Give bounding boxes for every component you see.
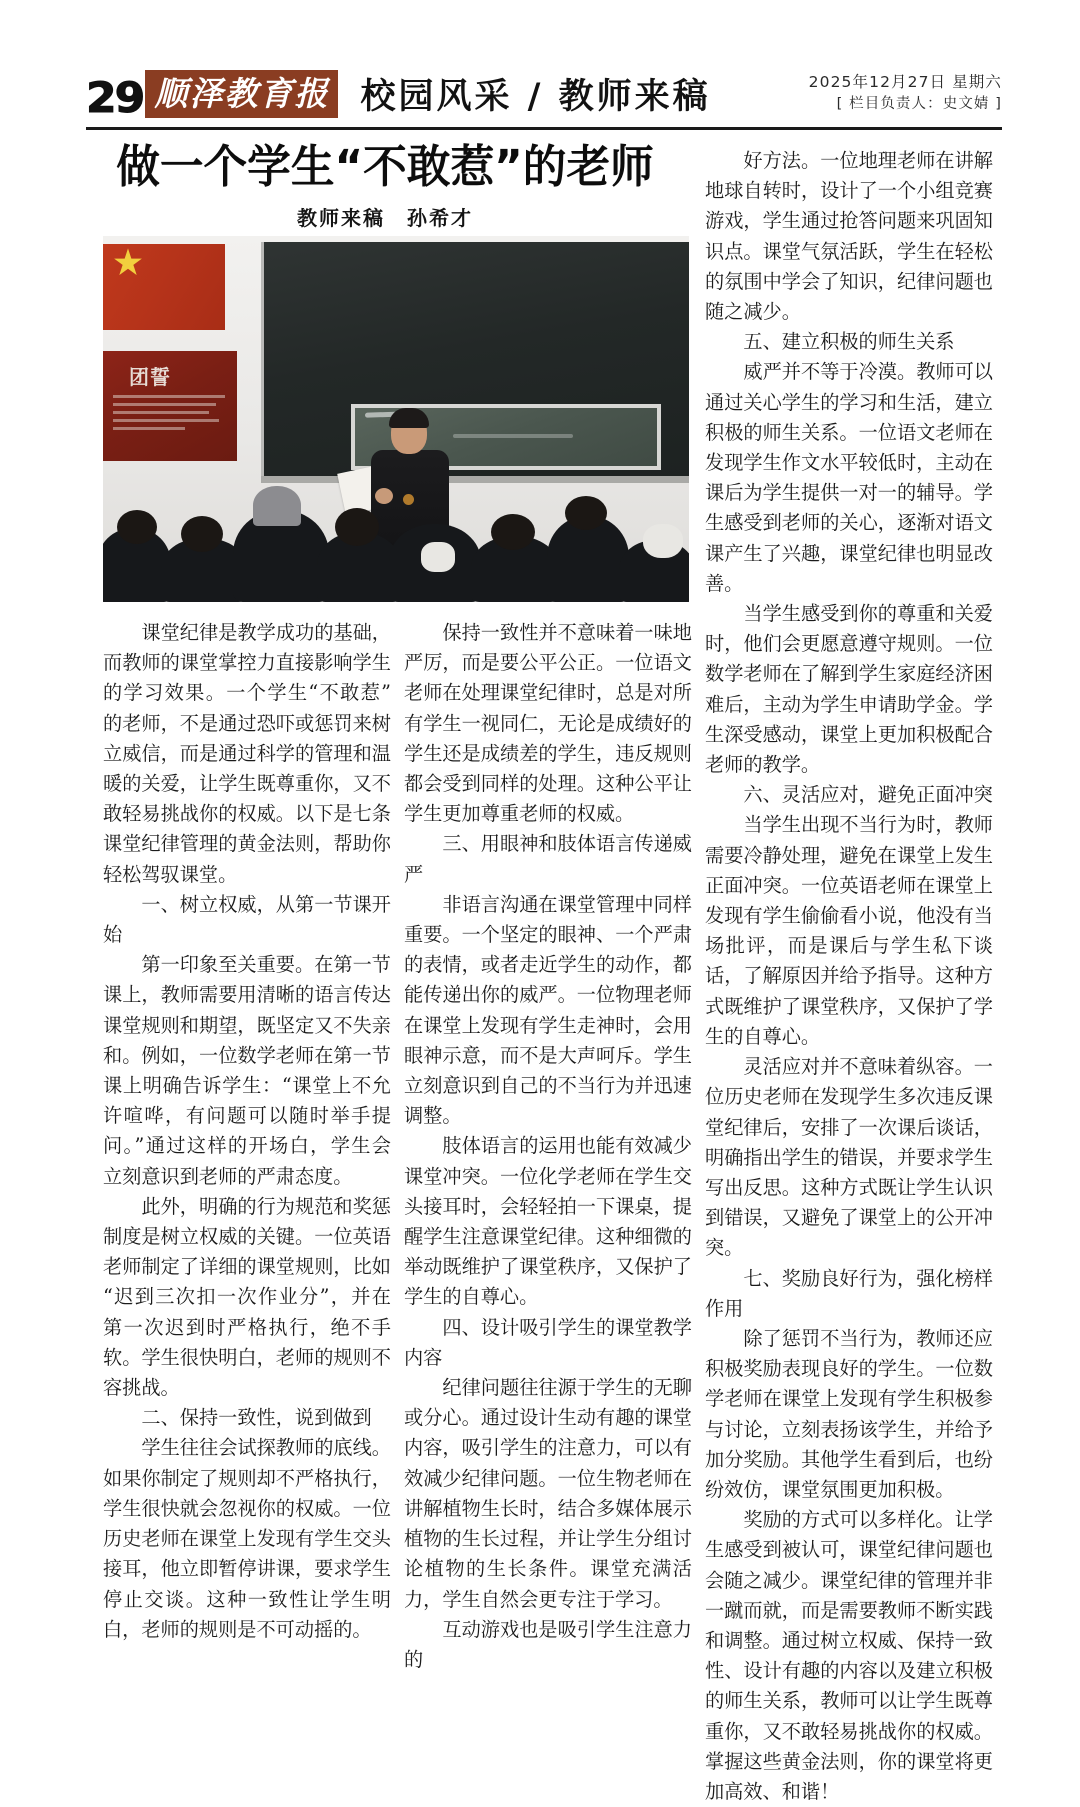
body-paragraph: 互动游戏也是吸引学生注意力的 xyxy=(404,1617,692,1671)
body-paragraph: 好方法。一位地理老师在讲解地球自转时，设计了一个小组竞赛游戏，学生通过抢答问题来巩固知识点。课堂气氛活跃，学生在轻松的氛围中学会了知识，纪律问题也随之减少。 xyxy=(705,149,993,324)
page-number: 29 xyxy=(86,73,144,123)
article-byline: 教师来稿 孙希才 xyxy=(297,206,473,231)
body-paragraph: 非语言沟通在课堂管理中同样重要。一个坚定的眼神、一个严肃的表情，或者走近学生的动作，都能传递出你的威严。一位物理老师在课堂上发现有学生走神时，会用眼神示意，而不是大声呵斥。学生立刻意识到自己的不当行为并迅速调整。 xyxy=(404,892,692,1128)
photo-banner-title: 团誓 xyxy=(129,365,171,389)
body-paragraph: 当学生感受到你的尊重和关爱时，他们会更愿意遵守规则。一位数学老师在了解到学生家庭经济困难后，主动为学生申请助学金。学生深受感动，课堂上更加积极配合老师的教学。 xyxy=(705,602,993,777)
section-editor: [ 栏目负责人：史文婧 ] xyxy=(836,96,1002,113)
photo-teacher-hair xyxy=(389,408,429,428)
photo-oath-banner xyxy=(103,351,237,461)
body-paragraph: 纪律问题往往源于学生的无聊或分心。通过设计生动有趣的课堂内容，吸引学生的注意力，可以有效减少纪律问题。一位生物老师在讲解植物生长时，结合多媒体展示植物的生长过程，并让学生分组讨论植物的生长条件。课堂充满活力，学生自然会更专注于学习。 xyxy=(404,1376,692,1611)
body-paragraph: 二、保持一致性，说到做到 xyxy=(141,1406,372,1430)
text-column-1 xyxy=(103,618,391,1641)
masthead xyxy=(86,66,1002,123)
photo-banner-text-lines xyxy=(113,395,225,435)
body-paragraph: 保持一致性并不意味着一味地严厉，而是要公平公正。一位语文老师在处理课堂纪律时，总是对所有学生一视同仁，无论是成绩好的学生还是成绩差的学生，违反规则都会受到同样的处理。这种公平让学生更加尊重老师的权威。 xyxy=(404,621,692,826)
body-paragraph: 此外，明确的行为规范和奖惩制度是树立权威的关键。一位英语老师制定了详细的课堂规则，比如“迟到三次扣一次作业分”，并在第一次迟到时严格执行，绝不手软。学生很快明白，老师的规则不容挑战。 xyxy=(103,1194,391,1400)
body-paragraph: 六、灵活应对，避免正面冲突 xyxy=(743,783,993,807)
dateblock xyxy=(809,71,1002,118)
publication-date: 2025年12月27日 星期六 xyxy=(808,73,1002,91)
body-paragraph: 课堂纪律是教学成功的基础，而教师的课堂掌控力直接影响学生的学习效果。一个学生“不敢惹”的老师，不是通过恐吓或惩罚来树立威信，而是通过科学的管理和温暖的关爱，让学生既尊重你，又不敢轻易挑战你的权威。以下是七条课堂纪律管理的黄金法则，帮助你轻松驾驭课堂。 xyxy=(103,621,391,886)
body-paragraph: 三、用眼神和肢体语言传递威严 xyxy=(404,832,692,886)
section-title: 校园风采 / 教师来稿 xyxy=(360,77,711,117)
photo-students xyxy=(103,484,689,602)
body-paragraph: 一、树立权威，从第一节课开始 xyxy=(103,892,391,947)
article-photo xyxy=(103,236,689,602)
body-paragraph: 七、奖励良好行为，强化榜样作用 xyxy=(705,1266,993,1320)
headline-zone xyxy=(86,140,684,231)
body-paragraph: 灵活应对并不意味着纵容。一位历史老师在发现学生多次违反课堂纪律后，安排了一次课后谈话，明确指出学生的错误，并要求学生写出反思。这种方式既让学生认识到错误，又避免了课堂上的公开冲突。 xyxy=(705,1055,993,1260)
photo-chalk-mark xyxy=(453,434,573,438)
paper-name-badge: 顺泽教育报 xyxy=(145,70,338,118)
body-paragraph: 肢体语言的运用也能有效减少课堂冲突。一位化学老师在学生交头接耳时，会轻轻拍一下课桌，提醒学生注意课堂纪律。这种细微的举动既维护了课堂秩序，又保护了学生的自尊心。 xyxy=(404,1134,692,1309)
body-paragraph: 四、设计吸引学生的课堂教学内容 xyxy=(404,1315,692,1369)
article-headline: 做一个学生“不敢惹”的老师 xyxy=(116,140,654,193)
body-paragraph: 当学生出现不当行为时，教师需要冷静处理，避免在课堂上发生正面冲突。一位英语老师在课堂上发现有学生偷偷看小说，他没有当场批评，而是课后与学生私下谈话，了解原因并给予指导。这种方式既维护了课堂秩序，又保护了学生的自尊心。 xyxy=(705,813,993,1048)
photo-youth-league-flag xyxy=(103,244,225,330)
masthead-divider-rule xyxy=(86,127,1002,130)
body-paragraph: 第一印象至关重要。在第一节课上，教师需要用清晰的语言传达课堂规则和期望，既坚定又不失亲和。例如，一位数学老师在第一节课上明确告诉学生：“课堂上不允许喧哗，有问题可以随时举手提问。”通过这样的开场白，学生会立刻意识到老师的严肃态度。 xyxy=(103,953,391,1188)
body-paragraph: 奖励的方式可以多样化。让学生感受到被认可，课堂纪律问题也会随之减少。课堂纪律的管理并非一蹴而就，而是需要教师不断实践和调整。通过树立权威、保持一致性、设计有趣的内容以及建立积极的师生关系，教师可以让学生既尊重你，又不敢轻易挑战你的权威。掌握这些黄金法则，你的课堂将更加高效、和谐！ xyxy=(705,1508,993,1803)
body-paragraph: 威严并不等于冷漠。教师可以通过关心学生的学习和生活，建立积极的师生关系。一位语文老师在发现学生作文水平较低时，主动在课后为学生提供一对一的辅导。学生感受到老师的关心，逐渐对语文课产生了兴趣，课堂纪律也明显改善。 xyxy=(705,360,993,595)
body-paragraph: 五、建立积极的师生关系 xyxy=(743,330,955,354)
body-paragraph: 除了惩罚不当行为，教师还应积极奖励表现良好的学生。一位数学老师在课堂上发现有学生积极参与讨论，立刻表扬该学生，并给予加分奖励。其他学生看到后，也纷纷效仿，课堂氛围更加积极。 xyxy=(705,1326,993,1501)
body-paragraph: 学生往往会试探教师的底线。如果你制定了规则却不严格执行，学生很快就会忽视你的权威。一位历史老师在课堂上发现有学生交头接耳，他立即暂停讲课，要求学生停止交谈。这种一致性让学生明白，老师的规则是不可动摇的。 xyxy=(103,1436,391,1641)
photo-chalk-tray xyxy=(261,476,689,483)
text-column-2 xyxy=(404,618,692,1671)
text-column-3 xyxy=(705,146,993,1803)
